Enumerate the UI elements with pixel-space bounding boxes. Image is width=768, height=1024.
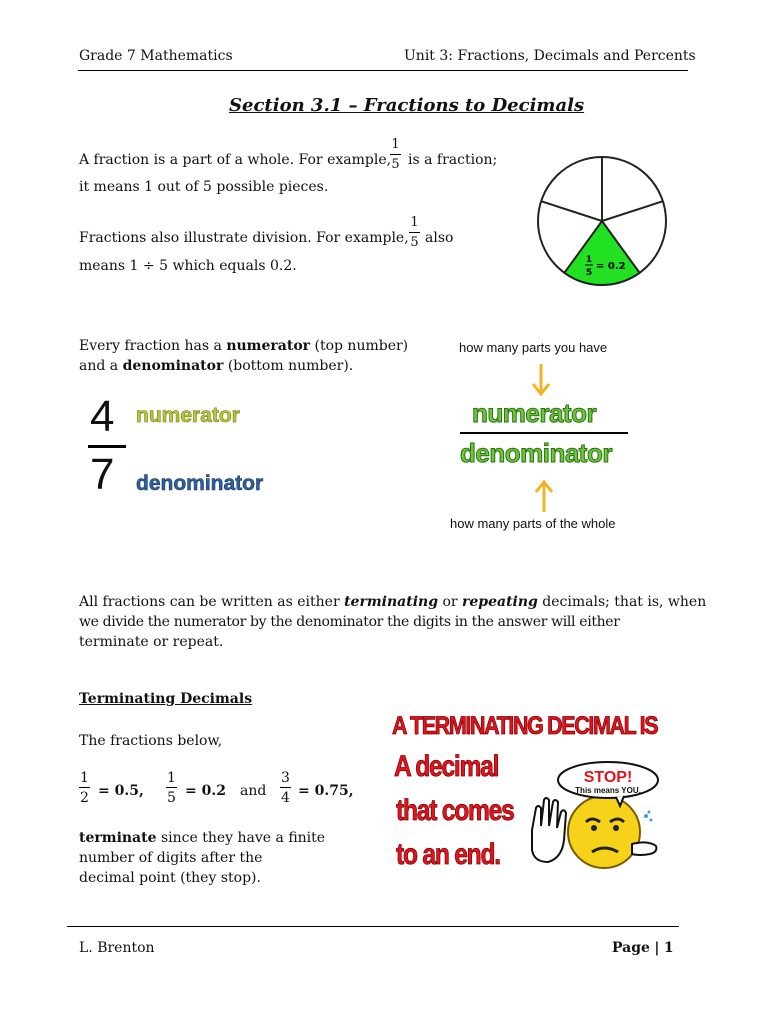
footer-page-label: Page xyxy=(612,940,650,956)
example-fraction-2 xyxy=(166,771,177,805)
fraction-3-num: 3 xyxy=(281,770,290,786)
repeating-word: repeating xyxy=(462,594,538,610)
terminating-intro: The fractions below, xyxy=(79,733,223,749)
fraction-bar xyxy=(280,787,291,788)
poster-line4: to an end. xyxy=(396,838,500,871)
example-den-label: denominator xyxy=(136,472,264,495)
terminating-desc1-b: since they have a finite xyxy=(160,830,326,846)
header-rule xyxy=(78,70,688,71)
fraction-2-den: 5 xyxy=(167,790,176,806)
parts-line1-a: Every fraction has a xyxy=(79,338,222,354)
division-line1-b: also xyxy=(425,230,454,246)
intro-fraction xyxy=(390,138,401,172)
division-line1-a: Fractions also illustrate division. For example, xyxy=(79,230,409,246)
footer-page-sep: | xyxy=(654,940,660,956)
division-line2: means 1 ÷ 5 which equals 0.2. xyxy=(79,258,297,274)
diagram-numerator: numerator xyxy=(472,398,597,428)
terminate-word: terminate xyxy=(79,830,157,846)
division-fraction-den: 5 xyxy=(410,235,419,250)
terminating-word: terminating xyxy=(344,594,438,610)
division-fraction xyxy=(409,216,420,250)
example-bar xyxy=(88,445,126,448)
terminating-desc-line1 xyxy=(79,829,325,848)
terminating-desc-line3: decimal point (they stop). xyxy=(79,870,261,886)
stop-text: STOP! xyxy=(583,769,633,786)
intro-fraction-num: 1 xyxy=(391,137,400,152)
pie-label-den: 5 xyxy=(585,268,593,278)
all-fractions-line1 xyxy=(79,593,706,612)
pie-label-value: = 0.2 xyxy=(596,261,626,272)
all-fractions-line3: terminate or repeat. xyxy=(79,634,224,650)
all-fractions-c: or xyxy=(442,594,458,610)
fraction-1-num: 1 xyxy=(80,770,89,786)
header-left: Grade 7 Mathematics xyxy=(79,48,233,64)
stop-face-icon xyxy=(524,760,664,880)
fraction-bar xyxy=(79,787,90,788)
parts-line1-c: (top number) xyxy=(314,338,409,354)
parts-numerator-word: numerator xyxy=(226,338,311,354)
example-num: 4 xyxy=(90,392,115,441)
fraction-1-den: 2 xyxy=(80,790,89,806)
parts-line1 xyxy=(79,337,408,356)
pie-label-num: 1 xyxy=(585,255,593,265)
terminating-desc-line2: number of digits after the xyxy=(79,850,263,866)
poster-line3: that comes xyxy=(396,794,514,827)
intro-line1-a: A fraction is a part of a whole. For example, xyxy=(79,152,392,168)
example-num-label: numerator xyxy=(136,404,240,427)
example-fraction-1 xyxy=(79,771,90,805)
fraction-bar xyxy=(166,787,177,788)
division-fraction-num: 1 xyxy=(410,215,419,230)
parts-diagram xyxy=(440,336,650,536)
example-den: 7 xyxy=(90,450,115,499)
footer-author: L. Brenton xyxy=(79,940,155,956)
header-right: Unit 3: Fractions, Decimals and Percents xyxy=(404,48,696,64)
pie-chart xyxy=(535,154,669,288)
example-fraction xyxy=(84,394,264,504)
all-fractions-a: All fractions can be written as either xyxy=(79,594,340,610)
up-arrow-icon xyxy=(533,478,555,514)
down-arrow-icon xyxy=(530,362,552,398)
section-title: Section 3.1 – Fractions to Decimals xyxy=(229,95,585,116)
parts-line2-c: (bottom number). xyxy=(227,358,354,374)
all-fractions-e: decimals; that is, when xyxy=(542,594,707,610)
parts-denominator-word: denominator xyxy=(122,358,224,374)
diagram-bar xyxy=(460,432,628,434)
stop-subtext: This means YOU. xyxy=(575,786,641,795)
fraction-bar xyxy=(409,232,420,233)
poster-line2: A decimal xyxy=(394,750,499,783)
fraction-1-value: = 0.5, xyxy=(98,783,144,799)
footer-page-num: 1 xyxy=(663,940,674,956)
footer-page xyxy=(612,940,674,956)
diagram-denominator: denominator xyxy=(460,438,612,468)
fraction-3-den: 4 xyxy=(281,790,290,806)
raised-hand-icon xyxy=(532,798,566,862)
parts-line2 xyxy=(79,357,353,376)
intro-line2: it means 1 out of 5 possible pieces. xyxy=(79,179,329,195)
diagram-top-caption: how many parts you have xyxy=(459,340,608,355)
face xyxy=(568,796,640,868)
fraction-2-num: 1 xyxy=(167,770,176,786)
fraction-bar xyxy=(390,154,401,155)
parts-line2-a: and a xyxy=(79,358,119,374)
terminating-heading: Terminating Decimals xyxy=(79,691,253,707)
diagram-bottom-caption: how many parts of the whole xyxy=(450,516,616,531)
fraction-2-value: = 0.2 xyxy=(185,783,226,799)
poster-line1: A TERMINATING DECIMAL IS xyxy=(392,712,658,740)
all-fractions-line2: we divide the numerator by the denominator the digits in the answer will either xyxy=(79,614,620,630)
intro-line1-b: is a fraction; xyxy=(408,152,498,168)
intro-fraction-den: 5 xyxy=(391,157,400,172)
fraction-3-value: = 0.75, xyxy=(298,783,354,799)
example-fraction-3 xyxy=(280,771,291,805)
footer-rule xyxy=(67,926,679,927)
fraction-and: and xyxy=(240,783,267,799)
